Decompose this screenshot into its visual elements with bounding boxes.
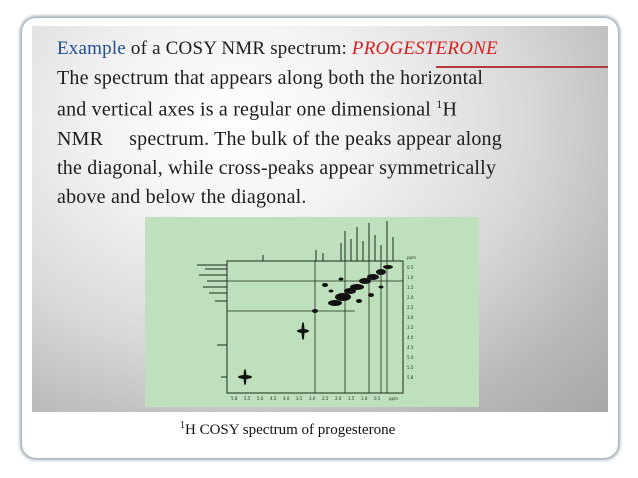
y-tick: ppm bbox=[407, 255, 416, 260]
body-line-3-h: H bbox=[442, 98, 458, 121]
caption-text: H COSY spectrum of progesterone bbox=[185, 422, 396, 438]
y-tick: 4.5 bbox=[407, 345, 414, 350]
intro-text: of a COSY NMR spectrum: bbox=[125, 38, 347, 59]
y-tick: 3.5 bbox=[407, 325, 414, 330]
y-tick: 5.8 bbox=[407, 375, 414, 380]
y-tick: 3.0 bbox=[407, 315, 414, 320]
top-projection bbox=[227, 221, 403, 261]
y-tick: 1.0 bbox=[407, 275, 414, 280]
superscript-1: 1 bbox=[436, 97, 443, 111]
x-tick: 5.8 bbox=[231, 396, 238, 401]
y-axis-labels bbox=[407, 255, 416, 380]
figure-caption bbox=[180, 420, 395, 439]
y-tick: 5.5 bbox=[407, 365, 414, 370]
y-tick: 5.0 bbox=[407, 355, 414, 360]
x-tick: 2.0 bbox=[335, 396, 342, 401]
x-tick: 1.5 bbox=[348, 396, 355, 401]
caption-superscript: 1 bbox=[180, 420, 185, 431]
x-axis-labels bbox=[231, 396, 398, 401]
body-line-5: the diagonal, while cross-peaks appear symmetrically bbox=[57, 157, 497, 179]
compound-name: PROGESTERONE bbox=[351, 38, 498, 59]
y-tick: 1.5 bbox=[407, 285, 414, 290]
y-tick: 2.0 bbox=[407, 295, 414, 300]
body-line-4: NMR spectrum. The bulk of the peaks appear along bbox=[57, 128, 502, 150]
diagonal-peaks bbox=[238, 265, 393, 385]
x-tick: 5.5 bbox=[244, 396, 251, 401]
body-line-2: The spectrum that appears along both the horizontal bbox=[57, 67, 484, 89]
x-tick: 0.5 bbox=[374, 396, 381, 401]
y-tick: 2.5 bbox=[407, 305, 414, 310]
x-tick: 4.0 bbox=[283, 396, 290, 401]
x-tick: 3.5 bbox=[296, 396, 303, 401]
x-tick: 1.0 bbox=[361, 396, 368, 401]
x-tick: ppm bbox=[389, 396, 398, 401]
x-tick: 4.5 bbox=[270, 396, 277, 401]
y-tick: 4.0 bbox=[407, 335, 414, 340]
guide-lines bbox=[227, 261, 403, 393]
body-line-3 bbox=[57, 97, 457, 122]
cosy-spectrum-image bbox=[145, 217, 479, 407]
body-line-3-text: and vertical axes is a regular one dimensional bbox=[57, 98, 437, 121]
y-tick: 0.5 bbox=[407, 265, 414, 270]
cosy-spectrum-svg bbox=[145, 217, 479, 407]
left-projection bbox=[197, 261, 227, 393]
x-tick: 5.0 bbox=[257, 396, 264, 401]
body-line-6: above and below the diagonal. bbox=[57, 186, 307, 208]
example-word: Example bbox=[57, 38, 126, 59]
intro-line bbox=[57, 38, 498, 60]
x-tick: 2.5 bbox=[322, 396, 329, 401]
x-tick: 3.0 bbox=[309, 396, 316, 401]
